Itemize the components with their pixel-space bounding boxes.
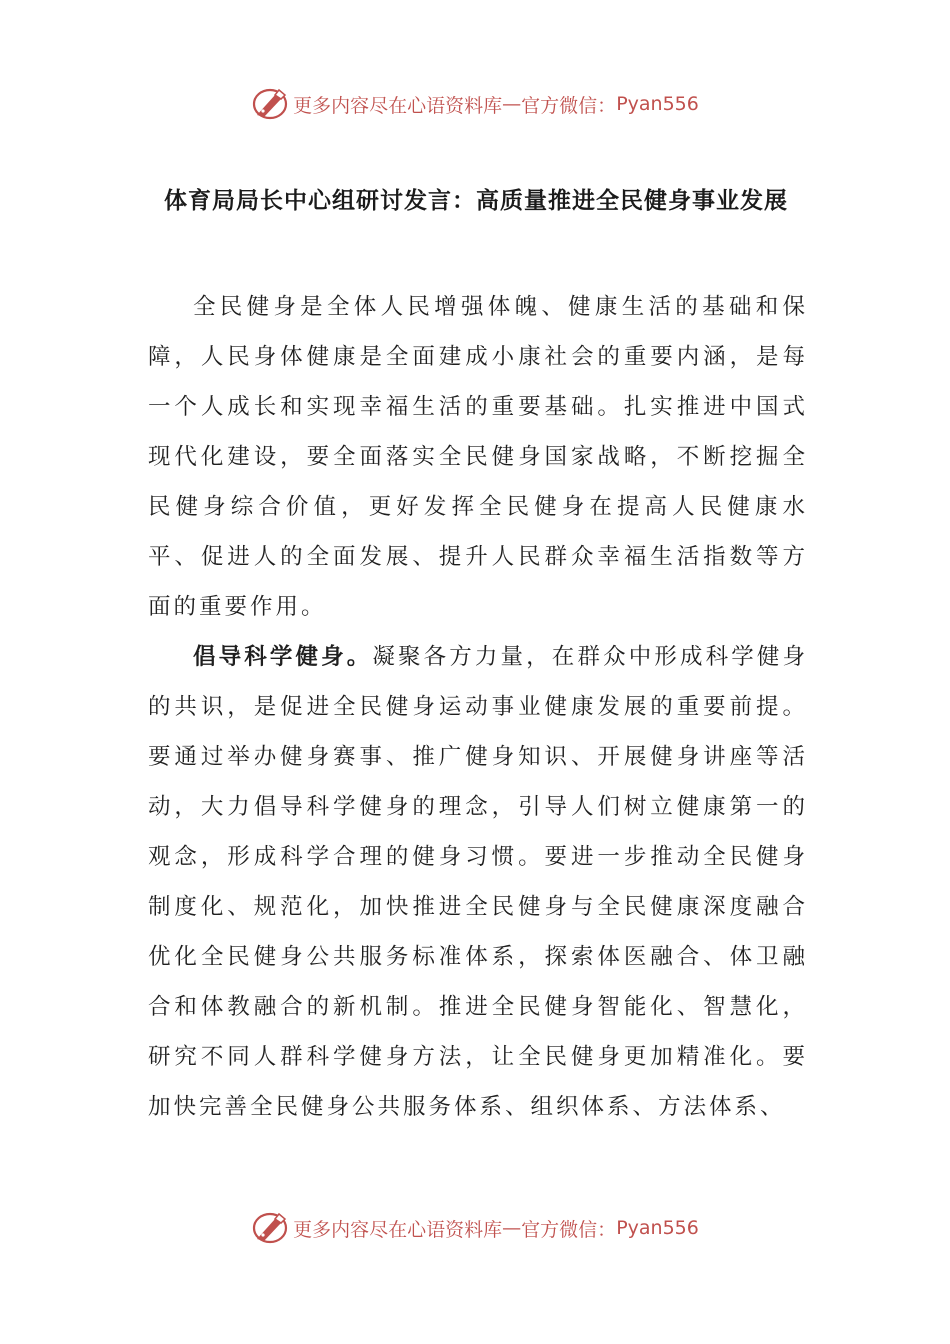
document-body [148,282,808,1132]
footer-banner [0,1208,950,1248]
banner-text: 更多内容尽在心语资料库 [293,1218,503,1241]
paragraph-scientific-fitness-text: 凝聚各方力量，在群众中形成科学健身的共识，是促进全民健身运动事业健康发展的重要前提。要通过举办健身赛事、推广健身知识、开展健身讲座等活动，大力倡导科学健身的理念，引导人们树立健康第一的观念，形成科学合理的健身习惯。要进一步推动全民健身制度化、规范化，加快推进全民健身与全民健康深度融合优化全民健身公共服务标准体系，探索体医融合、体卫融合和体教融合的新机制。推进全民健身智能化、智慧化，研究不同人群科学健身方法，让全民健身更加精准化。要加快完善全民健身公共服务体系、组织体系、方法体系、 [148,644,808,1120]
banner-official-label: 官方微信： [521,94,617,117]
banner-text: 更多内容尽在心语资料库 [293,94,503,117]
pen-nib-logo-icon [251,87,289,121]
document-title: 体育局局长中心组研讨发言：高质量推进全民健身事业发展 [164,188,788,214]
paragraph-scientific-fitness [148,632,808,1132]
header-banner [0,84,950,124]
banner-wechat-id: Pyan556 [616,93,699,115]
banner-official-label: 官方微信： [521,1218,617,1241]
paragraph-intro-text: 全民健身是全体人民增强体魄、健康生活的基础和保障，人民身体健康是全面建成小康社会的重要内涵，是每一个人成长和实现幸福生活的重要基础。扎实推进中国式现代化建设，要全面落实全民健身国家战略，不断挖掘全民健身综合价值，更好发挥全民健身在提高人民健康水平、促进人的全面发展、提升人民群众幸福生活指数等方面的重要作用。 [148,294,808,620]
banner-separator: — [502,1217,522,1239]
paragraph-lead-heading: 倡导科学健身。 [193,644,373,670]
paragraph-intro [148,282,808,632]
banner-wechat-id: Pyan556 [616,1217,699,1239]
banner-separator: — [502,93,522,115]
pen-nib-logo-icon [251,1211,289,1245]
